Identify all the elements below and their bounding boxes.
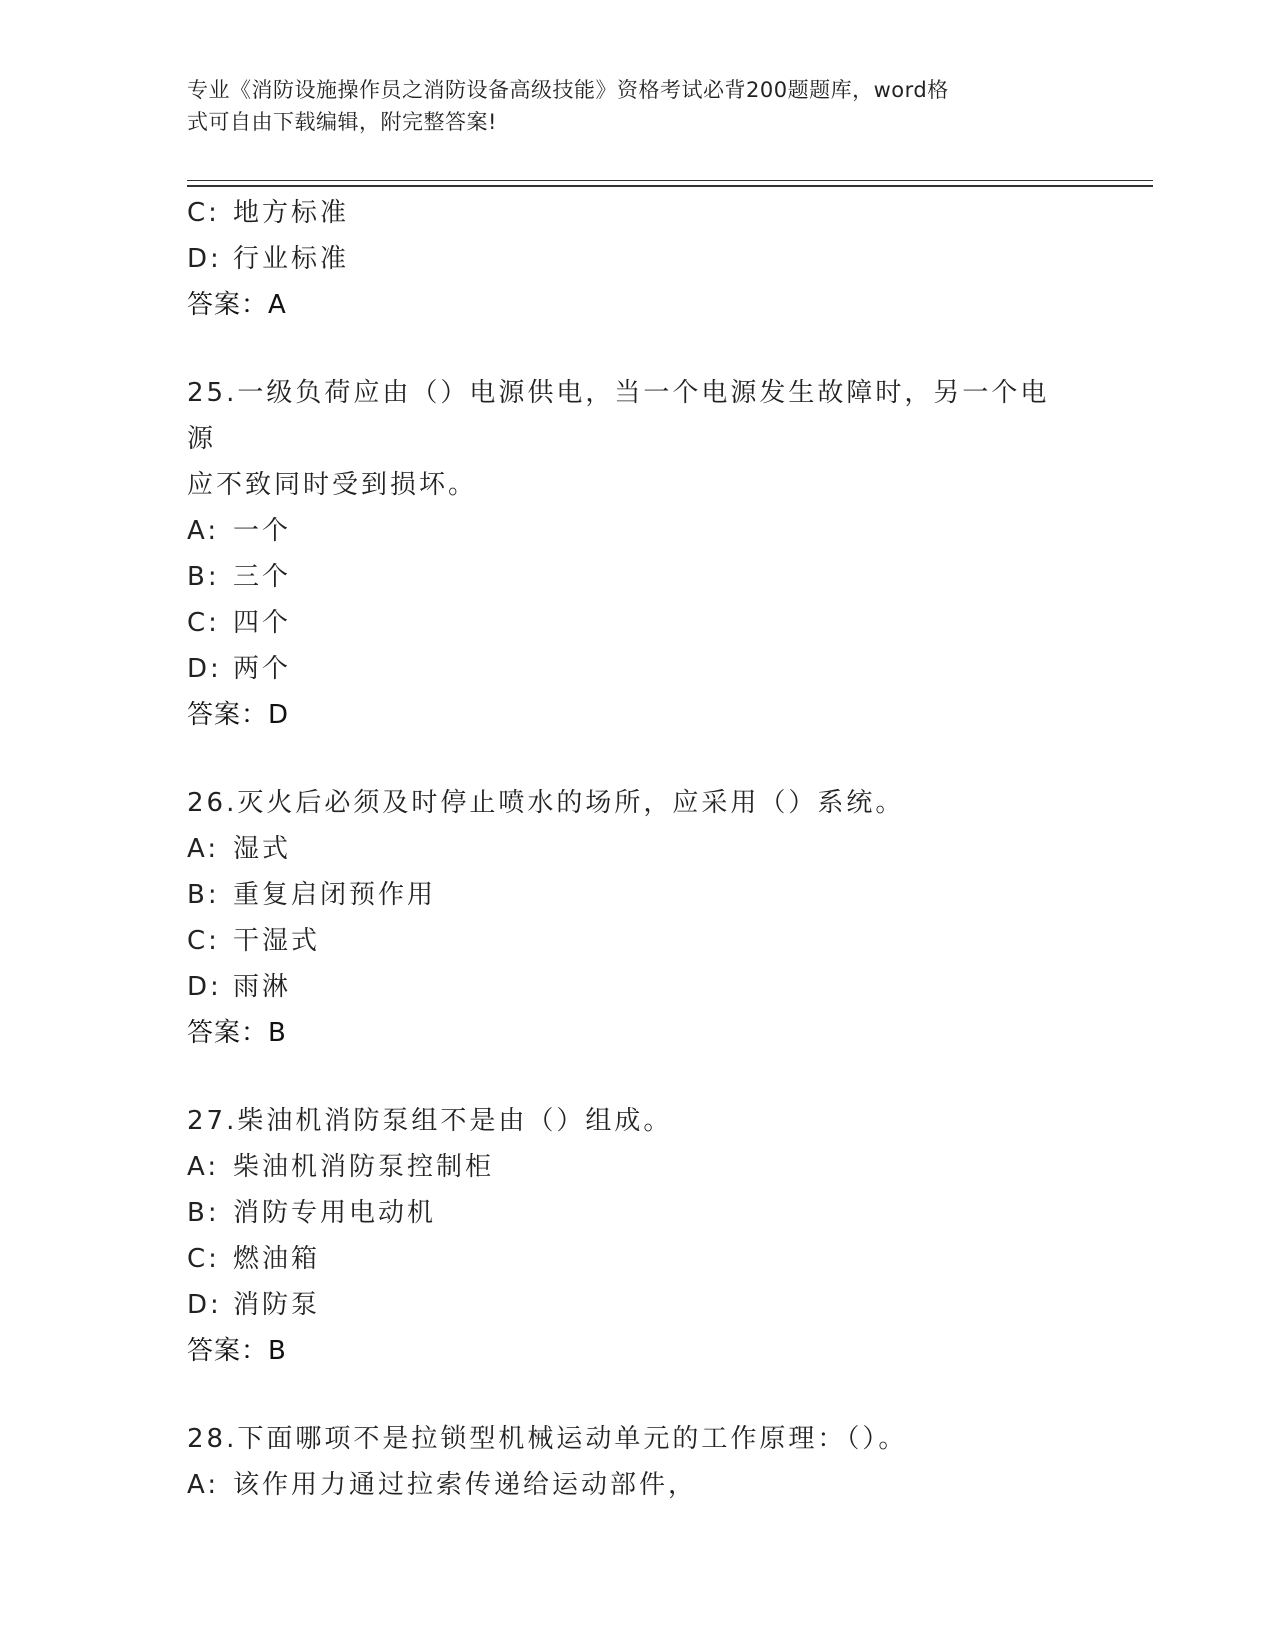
question-24-tail: [187, 190, 1127, 328]
question-25: [187, 370, 1127, 738]
question-27: [187, 1098, 1127, 1374]
header-divider-top: [187, 180, 1153, 181]
option-key: D:: [187, 1290, 222, 1320]
option-a: [187, 826, 1127, 872]
question-stem-line-1: 26.灭火后必须及时停止喷水的场所，应采用（）系统。: [187, 788, 905, 818]
question-stem-line-1: 27.柴油机消防泵组不是由（）组成。: [187, 1106, 673, 1136]
option-key: D:: [187, 244, 222, 274]
option-key: D:: [187, 972, 222, 1002]
option-text: 燃油箱: [233, 1244, 321, 1274]
option-text: 湿式: [233, 834, 292, 864]
option-b: [187, 554, 1127, 600]
option-text: 行业标准: [233, 244, 350, 274]
option-text: 雨淋: [233, 972, 292, 1002]
answer-line: 答案：B: [187, 1018, 287, 1048]
question-28: [187, 1416, 1127, 1508]
option-text: 干湿式: [233, 926, 321, 956]
option-c: [187, 1236, 1127, 1282]
option-key: B:: [187, 1198, 220, 1228]
question-stem-line-1: 25.一级负荷应由（）电源供电，当一个电源发生故障时，另一个电源: [187, 378, 1050, 454]
option-text: 消防泵: [233, 1290, 321, 1320]
option-text: 一个: [233, 516, 292, 546]
option-key: D:: [187, 654, 222, 684]
option-key: C:: [187, 198, 220, 228]
option-text: 该作用力通过拉索传递给运动部件，: [233, 1470, 698, 1500]
option-text: 两个: [233, 654, 292, 684]
option-c: [187, 918, 1127, 964]
question-stem-line-1: 28.下面哪项不是拉锁型机械运动单元的工作原理：（）。: [187, 1424, 908, 1454]
answer-line: 答案：A: [187, 290, 287, 320]
option-text: 消防专用电动机: [233, 1198, 437, 1228]
option-d: [187, 1282, 1127, 1328]
option-key: B:: [187, 880, 220, 910]
option-d: [187, 964, 1127, 1010]
option-d: [187, 236, 1127, 282]
answer-line: 答案：B: [187, 1336, 287, 1366]
option-key: A:: [187, 834, 220, 864]
option-key: A:: [187, 1470, 220, 1500]
question-stem: [187, 780, 1067, 826]
answer-line: 答案：D: [187, 700, 290, 730]
question-stem: [187, 370, 1067, 508]
option-a: [187, 508, 1127, 554]
option-a: [187, 1144, 1127, 1190]
option-key: C:: [187, 1244, 220, 1274]
option-text: 四个: [233, 608, 292, 638]
spacer: [187, 1374, 1127, 1416]
option-key: C:: [187, 608, 220, 638]
question-stem: [187, 1098, 1067, 1144]
spacer: [187, 1056, 1127, 1098]
question-26: [187, 780, 1127, 1056]
header-line-2: 式可自由下载编辑，附完整答案!: [187, 110, 497, 134]
option-d: [187, 646, 1127, 692]
spacer: [187, 738, 1127, 780]
option-c: [187, 600, 1127, 646]
option-text: 地方标准: [233, 198, 350, 228]
spacer: [187, 328, 1127, 370]
option-text: 三个: [233, 562, 292, 592]
option-key: A:: [187, 1152, 220, 1182]
document-header: [187, 74, 1067, 138]
option-b: [187, 1190, 1127, 1236]
option-text: 重复启闭预作用: [233, 880, 437, 910]
question-list: [187, 190, 1127, 1508]
question-stem: [187, 1416, 1067, 1462]
option-key: B:: [187, 562, 220, 592]
option-text: 柴油机消防泵控制柜: [233, 1152, 495, 1182]
option-key: A:: [187, 516, 220, 546]
option-key: C:: [187, 926, 220, 956]
option-c: [187, 190, 1127, 236]
option-a: [187, 1462, 1127, 1508]
header-line-1: 专业《消防设施操作员之消防设备高级技能》资格考试必背200题题库，word格: [187, 78, 949, 102]
option-b: [187, 872, 1127, 918]
header-divider-bottom: [187, 185, 1153, 187]
question-stem-line-2: 应不致同时受到损坏。: [187, 470, 478, 500]
